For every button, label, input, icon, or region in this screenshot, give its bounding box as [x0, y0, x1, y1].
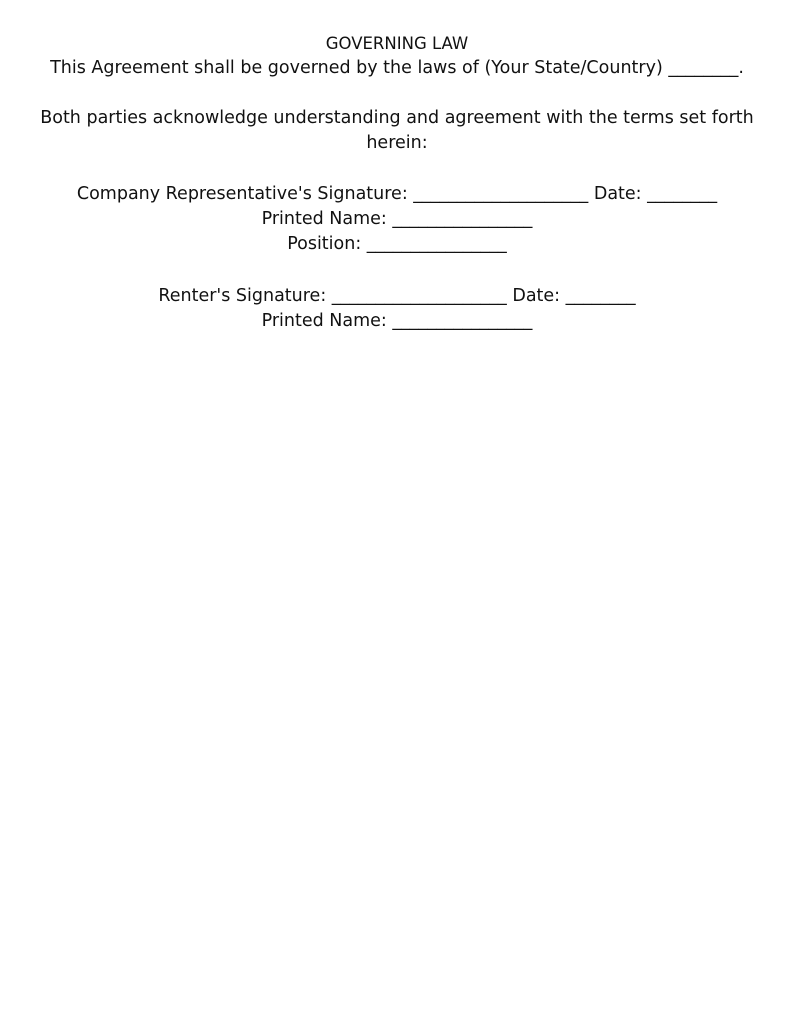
acknowledgement-line-1: Both parties acknowledge understanding and agreement with the terms set forth — [40, 108, 754, 128]
company-printed-name-line: Printed Name: ________________ — [261, 209, 533, 229]
renter-printed-name-line: Printed Name: ________________ — [261, 311, 533, 331]
company-signature-line: Company Representative's Signature: ____________________ Date: ________ — [76, 184, 718, 204]
company-position-line: Position: ________________ — [287, 234, 507, 254]
section-heading: GOVERNING LAW — [325, 34, 469, 53]
renter-signature-line: Renter's Signature: ____________________ Date: ________ — [158, 286, 636, 306]
acknowledgement-line-2: herein: — [366, 133, 428, 153]
governing-law-text: This Agreement shall be governed by the laws of (Your State/Country) ________. — [50, 58, 744, 78]
